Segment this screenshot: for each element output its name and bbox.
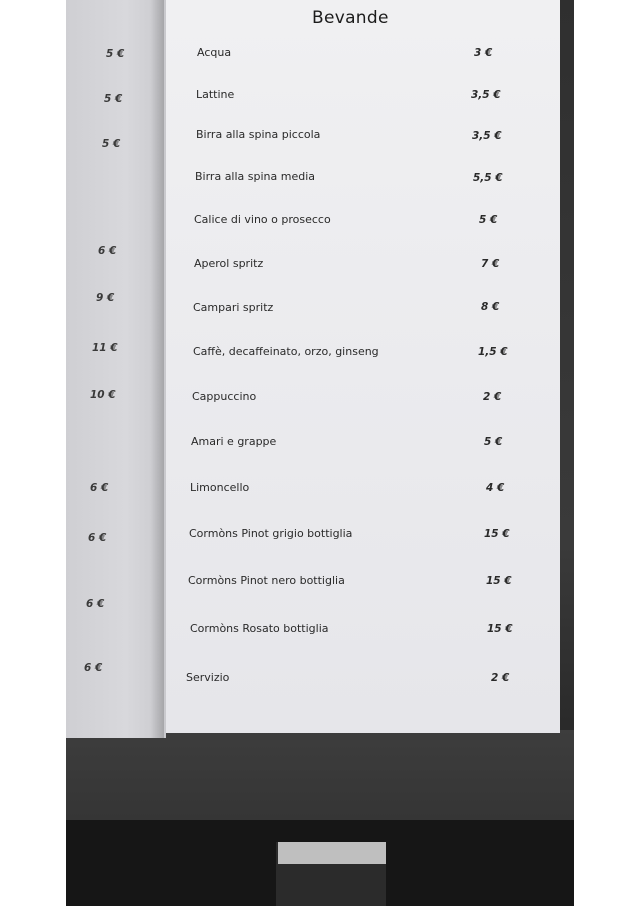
menu-item-price: 8 € [481,301,500,313]
chair-top [278,842,386,864]
left-price: 6 € [88,532,107,544]
menu-item-price: 15 € [487,623,513,635]
menu-item-name: Acqua [197,46,232,59]
menu-item-name: Limoncello [190,481,250,494]
menu-item-price: 5 € [479,214,498,226]
menu-item-name: Birra alla spina media [195,170,316,183]
menu-item-name: Lattine [196,88,235,101]
left-price: 9 € [96,292,115,304]
menu-item-name: Cormòns Pinot grigio bottiglia [189,527,353,540]
menu-item-price: 2 € [491,672,510,684]
left-price: 5 € [104,93,123,105]
menu-item-name: Servizio [186,671,230,684]
menu-item-name: Amari e grappe [191,435,277,448]
menu-item-name: Birra alla spina piccola [196,128,321,141]
left-price: 6 € [86,598,105,610]
menu-item-name: Aperol spritz [194,257,264,270]
menu-item-price: 5 € [484,436,503,448]
menu-item-name: Caffè, decaffeinato, orzo, ginseng [193,345,379,358]
menu-item-name: Campari spritz [193,301,274,314]
left-price: 5 € [102,138,121,150]
left-price: 10 € [90,389,116,401]
menu-item-price: 3,5 € [471,89,501,101]
menu-item-price: 2 € [483,391,502,403]
menu-item-name: Cormòns Pinot nero bottiglia [188,574,345,587]
menu-item-price: 5,5 € [473,172,503,184]
menu-item-price: 3,5 € [472,130,502,142]
menu-item-price: 7 € [481,258,500,270]
menu-item-name: Cappuccino [192,390,257,403]
page-fold-shadow [150,0,164,738]
menu-item-price: 1,5 € [478,346,508,358]
menu-item-price: 3 € [474,47,493,59]
left-price: 6 € [98,245,117,257]
menu-item-price: 15 € [486,575,512,587]
left-price: 5 € [106,48,125,60]
menu-item-name: Cormòns Rosato bottiglia [190,622,329,635]
left-price: 6 € [90,482,109,494]
menu-item-price: 4 € [486,482,505,494]
left-menu-page [66,0,166,738]
table-surface [66,730,574,830]
menu-item-name: Calice di vino o prosecco [194,213,331,226]
menu-item-price: 15 € [484,528,510,540]
menu-title: Bevande [312,8,389,28]
left-price: 6 € [84,662,103,674]
left-price: 11 € [92,342,118,354]
